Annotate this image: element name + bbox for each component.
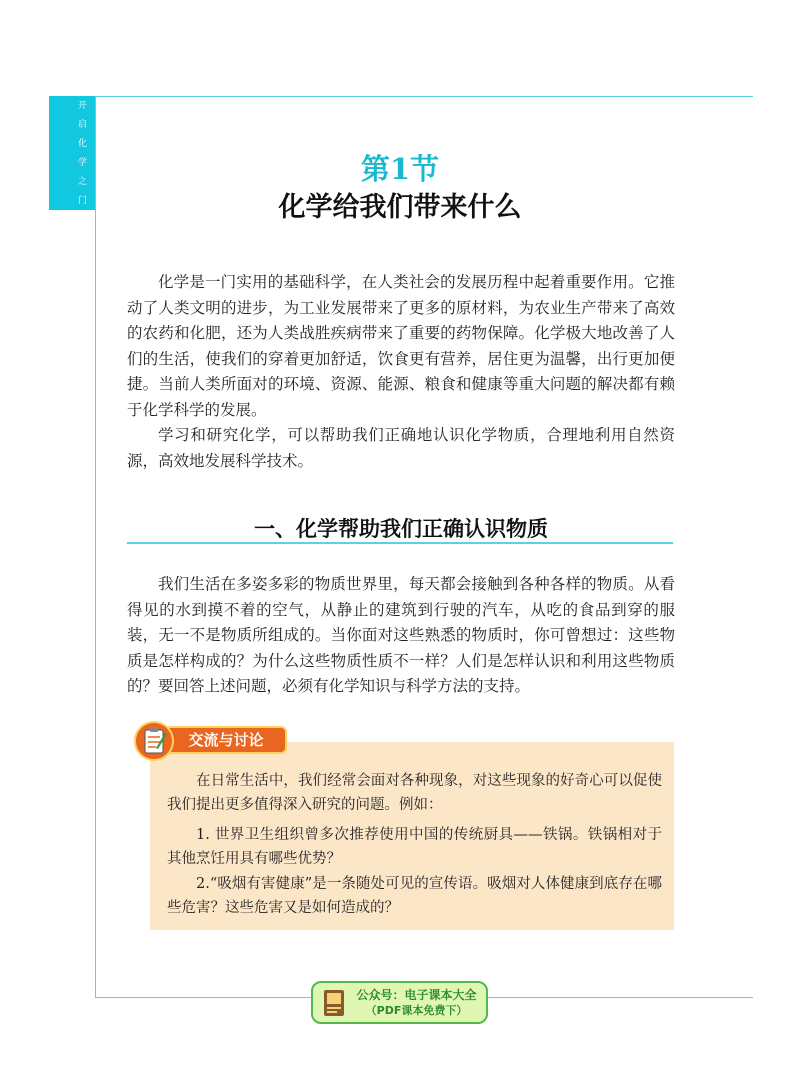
section-title: 化学给我们带来什么: [278, 192, 522, 223]
intro-paragraph-2: 学习和研究化学，可以帮助我们正确地认识化学物质，合理地利用自然资源，高效地发展科学技术。: [127, 426, 675, 470]
chapter-side-tab-label: 开启化学之门: [76, 100, 86, 214]
watermark-line-2: （PDF课本免费下）: [365, 1004, 468, 1017]
frame-left-line: [95, 96, 96, 998]
discussion-paragraph-intro: 在日常生活中，我们经常会面对各种现象，对这些现象的好奇心可以促使我们提出更多值得深入研究的问题。例如：: [167, 773, 662, 813]
discussion-question-1: 1. 世界卫生组织曾多次推荐使用中国的传统厨具——铁锅。铁锅相对于其他烹饪用具有哪些优势？: [167, 827, 662, 867]
clipboard-icon: [134, 721, 174, 761]
subsection-underline: [127, 542, 673, 544]
discussion-question-2: 2.“吸烟有害健康”是一条随处可见的宣传语。吸烟对人体健康到底存在哪些危害？这些危害又是如何造成的？: [167, 876, 662, 916]
intro-paragraph-1: 化学是一门实用的基础科学，在人类社会的发展历程中起着重要作用。它推动了人类文明的进步，为工业发展带来了更多的原材料，为农业生产带来了高效的农药和化肥，还为人类战胜疾病带来了重要的药物保障。化学极大地改善了人们的生活，使我们的穿着更加舒适，饮食更有营养，居住更为温馨，出行更加便捷。当前人类所面对的环境、资源、能源、粮食和健康等重大问题的解决都有赖于化学科学的发展。: [127, 273, 675, 419]
subsection-title: 一、化学帮助我们正确认识物质: [254, 517, 548, 541]
frame-top-line: [49, 96, 753, 97]
book-icon: [323, 989, 345, 1017]
subsection-paragraph: 我们生活在多姿多彩的物质世界里，每天都会接触到各种各样的物质。从看得见的水到摸不着的空气，从静止的建筑到行驶的汽车，从吃的食品到穿的服装，无一不是物质所组成的。当你面对这些熟悉的物质时，你可曾想过：这些物质是怎样构成的？为什么这些物质性质不一样？人们是怎样认识和利用这些物质的？要回答上述问题，必须有化学知识与科学方法的支持。: [127, 575, 675, 695]
watermark-badge: [311, 981, 488, 1024]
watermark-line-1: 公众号：电子课本大全: [356, 988, 477, 1002]
discussion-badge-text: 交流与讨论: [188, 731, 264, 749]
discussion-badge: [134, 721, 290, 761]
discussion-badge-label-bg: [165, 726, 287, 754]
section-number: 第1节: [360, 152, 440, 186]
